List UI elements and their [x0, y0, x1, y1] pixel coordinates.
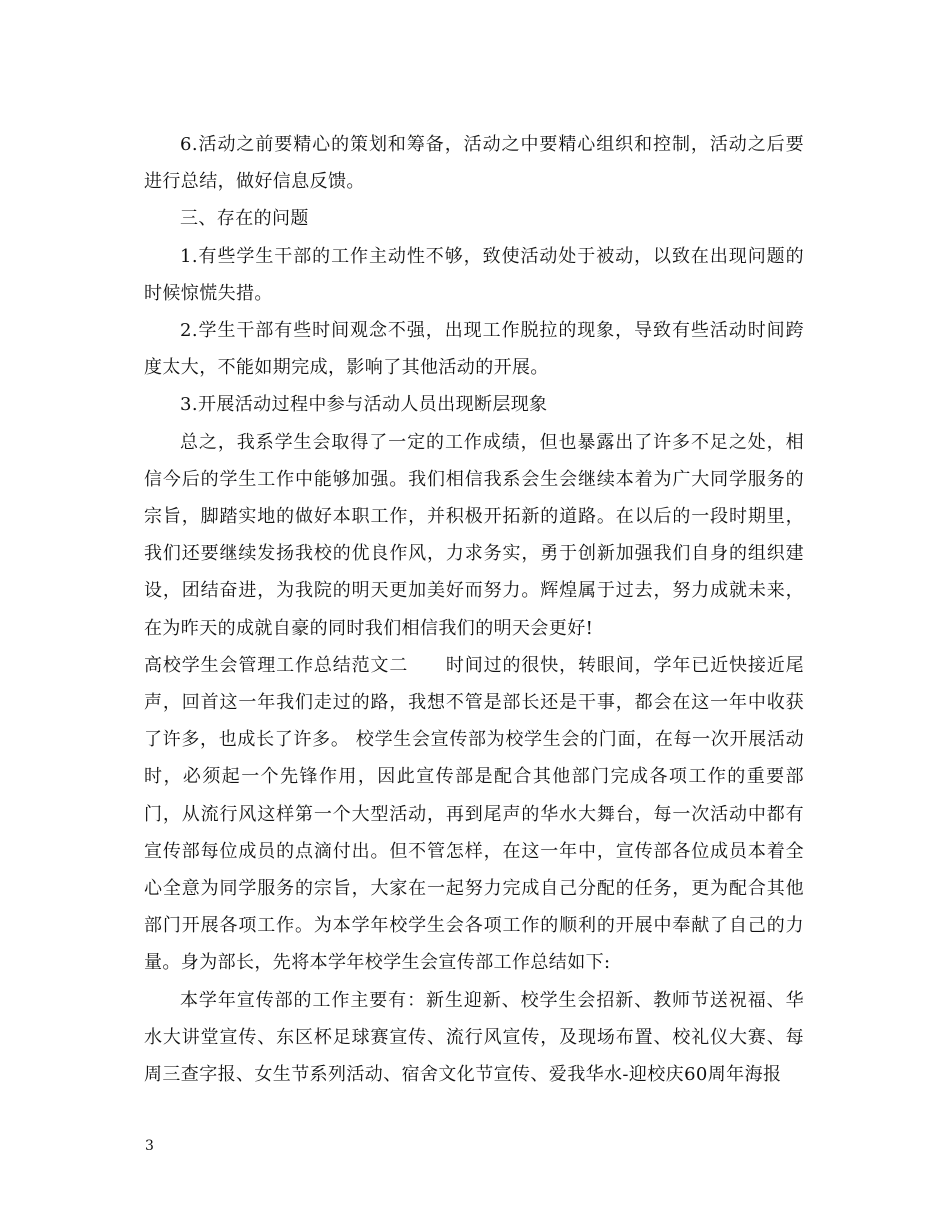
section-heading-problems: 三、存在的问题: [180, 208, 309, 230]
summary-paragraph: 总之，我系学生会取得了一定的工作成绩，但也暴露出了许多不足之处，相信今后的学生工作中能够加强。我们相信我系会生会继续本着为广大同学服务的宗旨，脚踏实地的做好本职工作，并积极开拓新的道路。在以后的一段时期里，我们还要继续发扬我校的优良作风，力求务实，勇于创新加强我们自身的组织建设，团结奋进，为我院的明天更加美好而努力。辉煌属于过去，努力成就未来，在为昨天的成就自豪的同时我们相信我们的明天会更好!: [144, 431, 804, 639]
work-list-paragraph: 本学年宣传部的工作主要有：新生迎新、校学生会招新、教师节送祝福、华水大讲堂宣传、东区杯足球赛宣传、流行风宣传，及现场布置、校礼仪大赛、每周三查字报、女生节系列活动、宿舍文化节宣传、爱我华水-迎校庆60周年海报: [144, 989, 804, 1086]
page-number: 3: [145, 1138, 154, 1154]
second-article-paragraph: 高校学生会管理工作总结范文二 时间过的很快，转眼间，学年已近快接近尾声，回首这一年我们走过的路，我想不管是部长还是干事，都会在这一年中收获了许多，也成长了许多。 校学生会宣传部为校学生会的门面，在每一次开展活动时，必须起一个先锋作用，因此宣传部是配合其他部门完成各项工作的重要部门，从流行风这样第一个大型活动，再到尾声的华水大舞台，每一次活动中都有宣传部每位成员的点滴付出。但不管怎样，在这一年中，宣传部各位成员本着全心全意为同学服务的宗旨，大家在一起努力完成自己分配的任务，更为配合其他部门开展各项工作。为本学年校学生会各项工作的顺利的开展中奉献了自己的力量。身为部长，先将本学年校学生会宣传部工作总结如下:: [144, 654, 804, 974]
problem-item-3: 3.开展活动过程中参与活动人员出现断层现象: [180, 394, 548, 416]
problem-item-1: 1.有些学生干部的工作主动性不够，致使活动处于被动，以致在出现问题的时候惊慌失措。: [144, 245, 804, 304]
paragraph-item-6: 6.活动之前要精心的策划和筹备，活动之中要精心组织和控制，活动之后要进行总结，做好信息反馈。: [144, 134, 804, 193]
document-body: [144, 126, 804, 1093]
problem-item-2: 2.学生干部有些时间观念不强，出现工作脱拉的现象，导致有些活动时间跨度太大，不能如期完成，影响了其他活动的开展。: [144, 320, 804, 379]
